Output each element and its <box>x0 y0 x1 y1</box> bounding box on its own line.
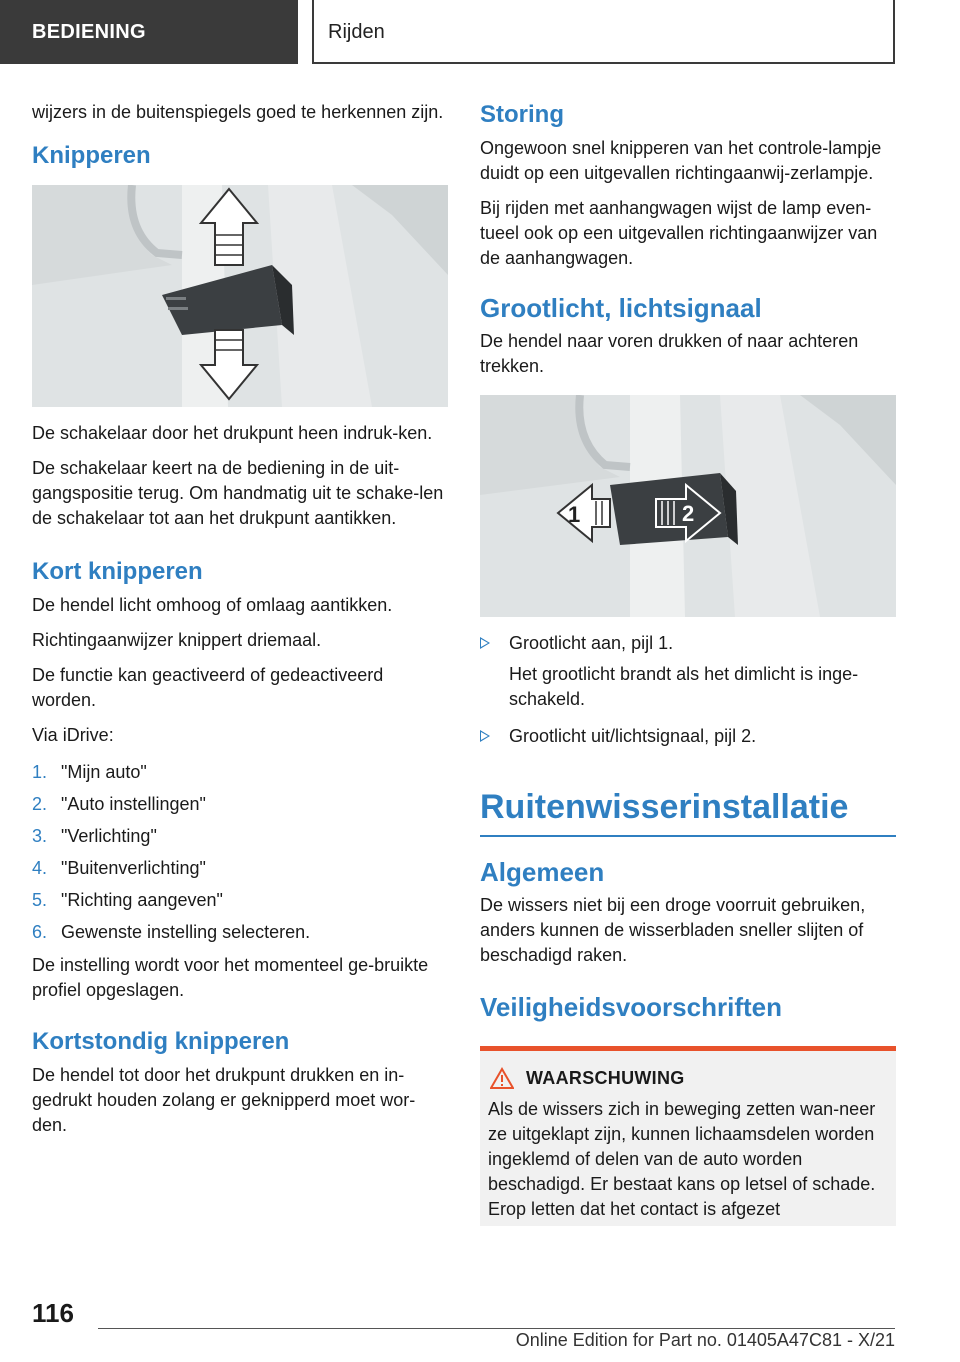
warning-triangle-icon <box>490 1067 514 1089</box>
paragraph: De hendel licht omhoog of omlaag aantikken. <box>32 595 393 615</box>
header-chapter: Rijden <box>312 0 895 64</box>
list-item <box>32 920 448 945</box>
intro-text: wijzers in de buitenspiegels goed te herkennen zijn. <box>32 102 444 122</box>
paragraph: Ongewoon snel knipperen van het controle-lampje duidt op een uitgevallen richtingaanwij-zerlampje. <box>480 138 882 183</box>
list-item <box>480 724 896 749</box>
paragraph: De schakelaar door het drukpunt heen indruk-ken. <box>32 423 433 443</box>
paragraph: De hendel tot door het drukpunt drukken en in-gedrukt houden zolang er geknipperd moet wor-den. <box>32 1065 416 1135</box>
step-number: 2. <box>32 794 48 814</box>
step-text: "Buitenverlichting" <box>61 858 206 878</box>
warning-title-text: WAARSCHUWING <box>526 1068 685 1088</box>
step-number: 3. <box>32 826 48 846</box>
bullet-text: Grootlicht aan, pijl 1. <box>509 633 674 653</box>
step-text: "Auto instellingen" <box>61 794 206 814</box>
list-item <box>32 888 448 913</box>
arrow-label-2: 2 <box>682 501 695 526</box>
paragraph: Richtingaanwijzer knippert driemaal. <box>32 630 322 650</box>
paragraph: Via iDrive: <box>32 725 114 745</box>
step-text: "Richting aangeven" <box>61 890 223 910</box>
list-item <box>480 631 896 712</box>
step-text: Gewenste instelling selecteren. <box>61 922 311 942</box>
step-number: 4. <box>32 858 48 878</box>
left-column <box>32 100 448 1148</box>
heading-kortstondig: Kortstondig knipperen <box>32 1028 290 1055</box>
heading-storing: Storing <box>480 101 564 128</box>
paragraph: De functie kan geactiveerd of gedeactiveerd worden. <box>32 665 384 710</box>
turn-signal-illustration <box>32 185 448 407</box>
edition-text: Online Edition for Part no. 01405A47C81 - X/21 <box>515 1330 895 1350</box>
paragraph: De schakelaar keert na de bediening in de uit-gangspositie terug. Om handmatig uit te schake-len de schakelaar tot aan het drukpunt aantikken. <box>32 458 444 528</box>
list-item <box>32 856 448 881</box>
section-rule <box>480 835 896 837</box>
paragraph: De hendel naar voren drukken of naar achteren trekken. <box>480 331 859 376</box>
high-beam-bullets <box>480 631 896 749</box>
paragraph: Bij rijden met aanhangwagen wijst de lamp even-tueel ook op een uitgevallen richtingaanwijzer van de aanhangwagen. <box>480 198 878 268</box>
header-section: BEDIENING <box>0 0 298 64</box>
list-item <box>32 792 448 817</box>
paragraph: De instelling wordt voor het momenteel ge-bruikte profiel opgeslagen. <box>32 955 429 1000</box>
right-column <box>480 100 896 1226</box>
heading-veiligheid: Veiligheidsvoorschriften <box>480 992 782 1022</box>
footer-rule <box>98 1328 895 1329</box>
heading-ruitenwisser: Ruitenwisserinstallatie <box>480 788 849 826</box>
idrive-steps <box>32 760 448 945</box>
warning-text: Als de wissers zich in beweging zetten wan-neer ze uitgeklapt zijn, kunnen lichaamsdelen worden ingeklemd of delen van de auto worden beschadigd. Er bestaat kans op letsel of schade. Erop letten dat het contact is afgezet <box>488 1099 876 1219</box>
step-number: 1. <box>32 762 48 782</box>
bullet-text: Grootlicht uit/lichtsignaal, pijl 2. <box>509 726 757 746</box>
heading-kort-knipperen: Kort knipperen <box>32 558 203 585</box>
arrow-label-1: 1 <box>568 502 581 527</box>
triangle-bullet-icon <box>480 730 490 742</box>
step-text: "Mijn auto" <box>61 762 147 782</box>
warning-title <box>488 1065 888 1091</box>
heading-grootlicht: Grootlicht, lichtsignaal <box>480 293 762 323</box>
heading-knipperen: Knipperen <box>32 142 151 169</box>
warning-box <box>480 1046 896 1226</box>
page-number: 116 <box>32 1298 74 1328</box>
bullet-subtext: Het grootlicht brandt als het dimlicht is inge-schakeld. <box>509 664 859 709</box>
step-number: 6. <box>32 922 48 942</box>
paragraph: De wissers niet bij een droge voorruit gebruiken, anders kunnen de wisserbladen sneller slijten of beschadigd raken. <box>480 895 866 965</box>
triangle-bullet-icon <box>480 637 490 649</box>
step-number: 5. <box>32 890 48 910</box>
heading-algemeen: Algemeen <box>480 857 605 887</box>
list-item <box>32 824 448 849</box>
list-item <box>32 760 448 785</box>
high-beam-illustration <box>480 395 896 617</box>
step-text: "Verlichting" <box>61 826 157 846</box>
